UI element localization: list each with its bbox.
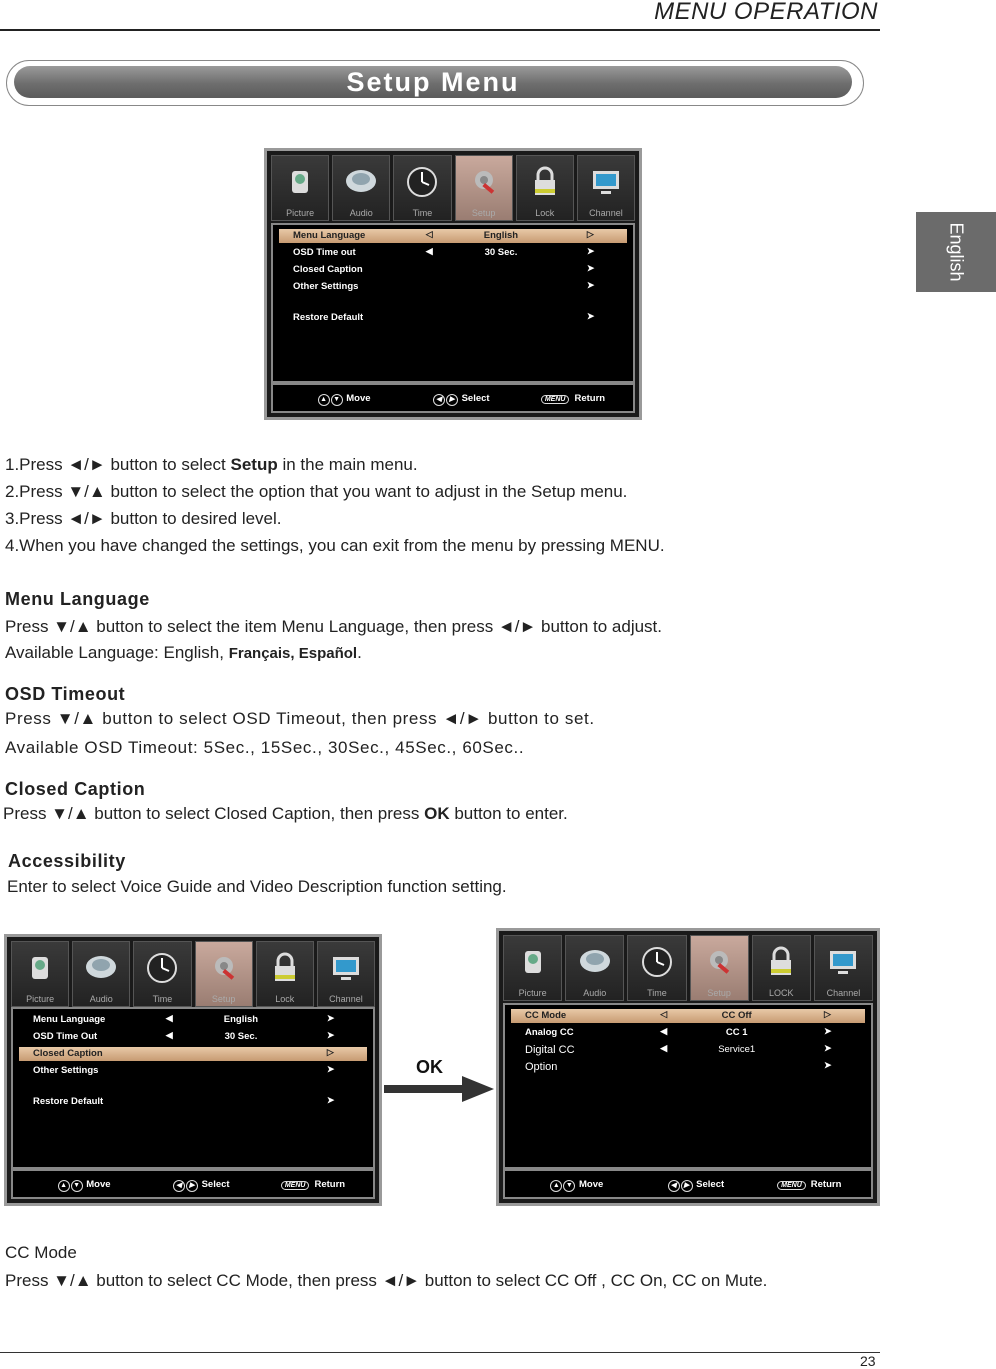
menu-row-label: OSD Time out [293,247,356,258]
footer-select: ◀ ▶ Select [668,1179,725,1192]
osd-timeout-heading: OSD Timeout [5,684,126,704]
instruction-2: 2.Press ▼/▲ button to select the option that you want to adjust in the Setup menu. [5,482,628,501]
menu-tab-label: Audio [583,988,607,998]
left-arrow-icon: ◁ [660,1009,668,1019]
footer-return: MENU Return [777,1179,841,1190]
menu-tab-time[interactable] [133,941,191,1007]
menu-footer [11,1169,375,1199]
menu-row-label: Closed Caption [33,1048,103,1059]
right-arrow-icon: ➤ [586,280,595,290]
right-arrow-icon: ➤ [824,1026,832,1036]
footer-move: ▲ ▼ Move [550,1179,603,1192]
instruction-4: 4.When you have changed the settings, you can exit from the menu by pressing MENU. [5,536,665,555]
menu-row-label: Restore Default [33,1096,104,1107]
menu-row-value: 30 Sec. [484,247,518,258]
menu-row[interactable] [19,1064,367,1078]
right-arrow-icon: ➤ [586,311,595,321]
menu-tab-label: Channel [589,208,623,218]
menu-tab-label: Audio [349,208,373,218]
menu-footer [271,383,635,413]
right-arrow-icon: ➤ [326,1013,335,1023]
footer-move: ▲ ▼ Move [318,393,371,406]
osd-timeout-text-1: Press ▼/▲ button to select OSD Timeout, then press ◄/► button to set. [5,709,595,728]
menu-row-value: Service1 [718,1044,756,1055]
footer-select: ◀ ▶ Select [173,1179,230,1192]
left-arrow-icon: ◁ [425,229,433,239]
menu-tab-time[interactable] [393,155,451,221]
footer-return: MENU Return [541,393,605,404]
menu-tab-label: Time [152,994,173,1004]
menu-tab-lock[interactable] [752,935,811,1001]
menu-tab-picture[interactable] [271,155,329,221]
menu-tab-picture[interactable] [503,935,562,1001]
menu-tab-label: Setup [471,208,496,218]
right-arrow-icon: ➤ [326,1030,335,1040]
tv-closed-caption-menu-screenshot [4,934,382,1206]
menu-icon-bar [271,155,635,221]
menu-tab-label: Setup [211,994,236,1004]
menu-row[interactable] [511,1060,865,1074]
page-number: 23 [860,1353,876,1369]
right-arrow-icon: ➤ [586,246,595,256]
menu-tab-audio[interactable] [72,941,130,1007]
menu-footer [503,1169,873,1199]
menu-icon-bar [11,941,375,1007]
menu-tab-label: Lock [275,994,295,1004]
menu-tab-picture[interactable] [11,941,69,1007]
menu-row-label: CC Mode [525,1010,567,1021]
right-arrow-icon [384,1076,496,1102]
menu-row[interactable] [279,280,627,294]
left-arrow-icon: ◀ [165,1030,173,1040]
menu-row-label: Analog CC [525,1027,574,1038]
right-arrow-icon: ➤ [586,263,595,273]
cc-options-panel [503,1003,873,1169]
menu-tab-time[interactable] [627,935,686,1001]
accessibility-text: Enter to select Voice Guide and Video Description function setting. [7,877,507,896]
accessibility-heading: Accessibility [8,851,126,871]
menu-tab-label: Audio [89,994,113,1004]
menu-row[interactable] [19,1047,367,1061]
menu-tab-lock[interactable] [516,155,574,221]
setup-options-panel [271,223,635,383]
cc-mode-text: Press ▼/▲ button to select CC Mode, then press ◄/► button to select CC Off , CC On, CC on Mute. [5,1271,768,1290]
menu-tab-label: Picture [518,988,547,998]
osd-timeout-text-2: Available OSD Timeout: 5Sec., 15Sec., 30Sec., 45Sec., 60Sec.. [5,738,525,757]
section-title: MENU OPERATION [654,0,878,25]
menu-tab-label: Time [647,988,667,998]
closed-caption-text: Press ▼/▲ button to select Closed Caption, then press OK button to enter. [3,804,568,823]
menu-tab-label: Time [412,208,433,218]
menu-language-text-1: Press ▼/▲ button to select the item Menu Language, then press ◄/► button to adjust. [5,617,662,636]
tv-cc-submenu-screenshot [496,928,880,1206]
menu-row[interactable] [279,229,627,243]
language-side-tab-label: English [946,222,967,282]
menu-tab-label: LOCK [769,988,794,998]
closed-caption-heading: Closed Caption [5,779,146,799]
right-arrow-icon: ▷ [586,229,594,239]
menu-tab-setup[interactable] [195,941,253,1007]
language-side-tab [916,212,996,292]
menu-row-label: Option [525,1061,558,1073]
menu-tab-label: Channel [826,988,861,998]
menu-row-value: CC Off [721,1010,752,1021]
menu-tab-setup[interactable] [455,155,513,221]
menu-row-label: Restore Default [293,312,364,323]
menu-row[interactable] [19,1095,367,1109]
right-arrow-icon: ➤ [824,1043,832,1053]
footer-return: MENU Return [281,1179,345,1190]
menu-tab-lock[interactable] [256,941,314,1007]
menu-row[interactable] [279,263,627,277]
menu-row[interactable] [19,1013,367,1027]
menu-tab-label: Picture [286,208,315,218]
ok-label: OK [416,1057,443,1077]
menu-row-label: Menu Language [293,230,366,241]
bottom-rule [0,1352,880,1353]
footer-move: ▲ ▼ Move [58,1179,111,1192]
menu-row-label: Other Settings [33,1065,99,1076]
menu-tab-label: Lock [535,208,555,218]
menu-language-text-2: Available Language: English, Français, Español. [5,643,362,662]
menu-row-value: 30 Sec. [224,1031,258,1042]
menu-row-label: Closed Caption [293,264,363,275]
menu-row-label: Menu Language [33,1014,106,1025]
left-arrow-icon: ◀ [660,1043,668,1053]
footer-select: ◀ ▶ Select [433,393,490,406]
setup-options-panel [11,1007,375,1169]
right-arrow-icon: ▷ [326,1047,334,1057]
menu-row-value: CC 1 [725,1027,748,1038]
menu-row-value: English [483,230,519,241]
menu-tab-label: Channel [329,994,363,1004]
menu-row[interactable] [279,246,627,260]
menu-row[interactable] [511,1043,865,1057]
menu-tab-audio[interactable] [332,155,390,221]
right-arrow-icon: ➤ [326,1064,335,1074]
menu-row[interactable] [511,1009,865,1023]
instruction-1: 1.Press ◄/► button to select Setup in the main menu. [5,455,418,474]
menu-row-label: OSD Time Out [33,1031,98,1042]
left-arrow-icon: ◀ [660,1026,668,1036]
page-title: Setup Menu [346,67,520,97]
menu-language-heading: Menu Language [5,589,150,609]
menu-row[interactable] [279,311,627,325]
menu-tab-channel[interactable] [814,935,873,1001]
menu-row-label: Digital CC [525,1044,575,1056]
menu-tab-channel[interactable] [317,941,375,1007]
menu-row-label: Other Settings [293,281,359,292]
menu-tab-setup[interactable] [690,935,749,1001]
cc-mode-heading: CC Mode [5,1243,77,1262]
menu-row-value: English [223,1014,259,1025]
right-arrow-icon: ➤ [824,1060,832,1070]
menu-tab-channel[interactable] [577,155,635,221]
top-rule [0,29,880,31]
menu-tab-audio[interactable] [565,935,624,1001]
menu-icon-bar [503,935,873,1001]
left-arrow-icon: ◀ [425,246,433,256]
menu-tab-label: Setup [707,988,731,998]
menu-row[interactable] [511,1026,865,1040]
instruction-3: 3.Press ◄/► button to desired level. [5,509,282,528]
menu-tab-label: Picture [26,994,55,1004]
left-arrow-icon: ◀ [165,1013,173,1023]
right-arrow-icon: ▷ [824,1009,831,1019]
right-arrow-icon: ➤ [326,1095,335,1105]
menu-row[interactable] [19,1030,367,1044]
tv-setup-menu-screenshot [264,148,642,420]
